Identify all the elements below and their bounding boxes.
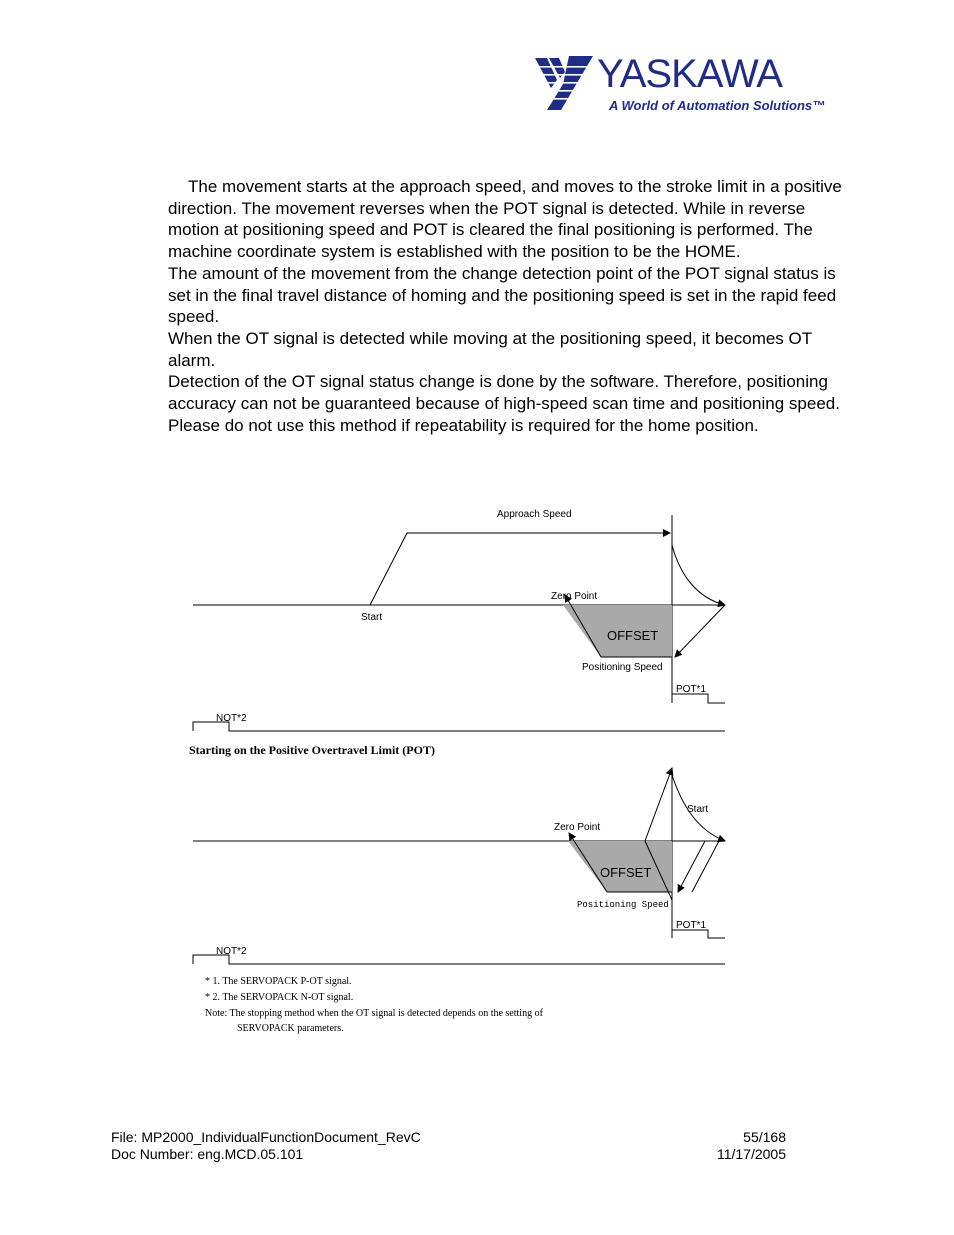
approach-path-1 — [370, 533, 670, 605]
reverse-path-2-b — [692, 841, 719, 892]
paragraph-4: Detection of the OT signal status change is done by the software. Therefore, positioning accuracy can not be guaranteed because of high-speed scan time and positioning speed. — [168, 372, 840, 414]
footer-page-number: 55/168 — [743, 1129, 786, 1145]
note-1: * 1. The SERVOPACK P-OT signal. — [205, 976, 352, 987]
zero-point-label-1: Zero Point — [551, 591, 598, 602]
start-label-1: Start — [361, 612, 383, 623]
homing-diagram — [185, 500, 735, 1040]
not-signal-2 — [193, 955, 725, 964]
footer-row-2 — [111, 1146, 786, 1163]
approach-speed-label-1: Approach Speed — [497, 509, 572, 520]
offset-label-2: OFFSET — [600, 865, 652, 880]
footer-row-1 — [111, 1129, 786, 1146]
offset-label-1: OFFSET — [607, 628, 659, 643]
page-footer — [111, 1129, 786, 1163]
yaskawa-logo-mark-icon — [533, 54, 595, 112]
paragraph-5: Please do not use this method if repeatability is required for the home position. — [168, 415, 759, 435]
diagram-1 — [193, 515, 725, 731]
pot-signal-1 — [672, 694, 725, 703]
pot-label-1: POT*1 — [676, 684, 707, 695]
footer-file: File: MP2000_IndividualFunctionDocument_RevC — [111, 1129, 421, 1145]
zero-point-label-2: Zero Point — [554, 822, 601, 833]
paragraph-2: The amount of the movement from the change detection point of the POT signal status is set in the final travel distance of homing and the positioning speed is set in the rapid feed speed. — [168, 263, 837, 327]
reverse-path-1 — [675, 605, 725, 657]
homing-diagram-svg — [185, 500, 735, 1040]
pot-signal-2 — [672, 930, 725, 938]
positioning-speed-label-1: Positioning Speed — [582, 662, 663, 673]
yaskawa-logo — [533, 52, 826, 118]
note-2: * 2. The SERVOPACK N-OT signal. — [205, 992, 354, 1003]
logo-tagline: A World of Automation Solutions™ — [609, 98, 826, 113]
logo-brand-name: YASKAWA — [597, 52, 782, 96]
note-3-line-2: SERVOPACK parameters. — [237, 1023, 344, 1034]
footer-date: 11/17/2005 — [716, 1146, 786, 1162]
not-label-1: NOT*2 — [216, 713, 247, 724]
pot-label-2: POT*1 — [676, 920, 707, 931]
not-label-2: NOT*2 — [216, 946, 247, 957]
note-3-line-1: Note: The stopping method when the OT signal is detected depends on the setting of — [205, 1008, 543, 1019]
paragraph-1: The movement starts at the approach speed, and moves to the stroke limit in a positive direction. The movement reverses when the POT signal is detected. While in reverse motion at positioning speed and POT is cleared the final positioning is performed. The machine coordinate system is established with the position to be the HOME. — [168, 177, 842, 262]
not-signal-1 — [193, 722, 725, 731]
start-label-2: Start — [687, 804, 709, 815]
body-text — [168, 176, 848, 436]
decel-curve-1 — [672, 545, 725, 605]
diagram-2-caption: Starting on the Positive Overtravel Limit (POT) — [189, 743, 435, 757]
reverse-path-2-a — [678, 841, 705, 892]
paragraph-3: When the OT signal is detected while moving at the positioning speed, it becomes OT alarm. — [168, 328, 812, 370]
footer-doc-number: Doc Number: eng.MCD.05.101 — [111, 1146, 304, 1162]
positioning-speed-label-2: Positioning Speed — [577, 900, 669, 910]
